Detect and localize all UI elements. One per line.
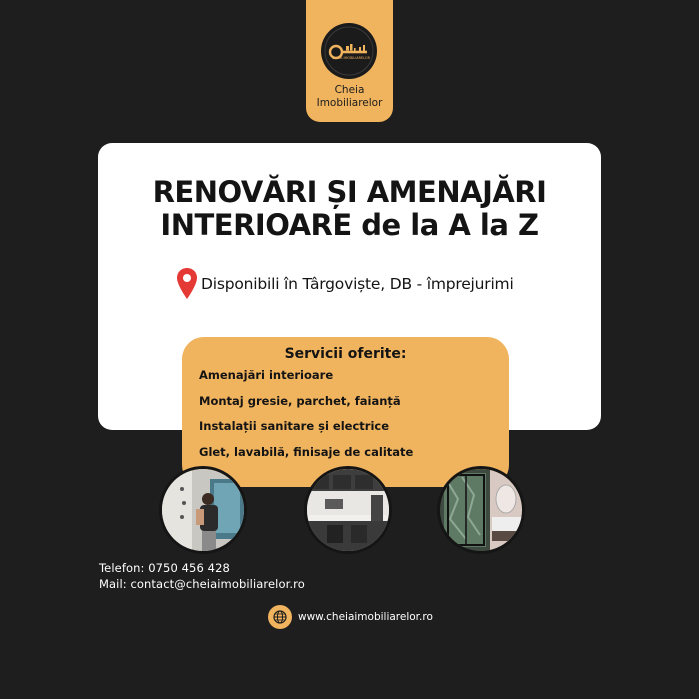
- brand-name: [306, 84, 393, 110]
- renovation-worker-photo: [159, 466, 247, 554]
- website-link[interactable]: www.cheiaimobiliarelor.ro: [298, 611, 433, 623]
- service-item: Instalații sanitare și electrice: [199, 419, 389, 433]
- brand-name-line1: Cheia: [334, 84, 365, 96]
- website-row[interactable]: [268, 605, 433, 629]
- page-title: [98, 176, 601, 242]
- service-item: Amenajări interioare: [199, 368, 334, 382]
- service-item: Glet, lavabilă, finisaje de calitate: [199, 445, 414, 459]
- map-pin-icon: [176, 267, 198, 301]
- email-text[interactable]: Mail: contact@cheiaimobiliarelor.ro: [99, 577, 305, 591]
- bathroom-photo: [437, 466, 525, 554]
- location-text: Disponibili în Târgoviște, DB - împrejurimi: [201, 275, 514, 293]
- svg-text:CHEIA IMOBILIARELOR: CHEIA IMOBILIARELOR: [332, 56, 370, 60]
- kitchen-photo: [304, 466, 392, 554]
- phone-text[interactable]: Telefon: 0750 456 428: [99, 561, 230, 575]
- services-title: Servicii oferite:: [284, 346, 407, 362]
- headline-line2: INTERIOARE de la A la Z: [160, 208, 539, 242]
- headline-line1: RENOVĂRI ȘI AMENAJĂRI: [152, 175, 547, 209]
- key-logo-icon: [321, 23, 377, 79]
- brand-name-line2: Imobiliarelor: [316, 97, 383, 109]
- location-row: [176, 267, 514, 301]
- logo: [321, 23, 377, 79]
- service-item: Montaj gresie, parchet, faianță: [199, 394, 401, 408]
- globe-icon: [268, 605, 292, 629]
- logo-tab: [306, 0, 393, 122]
